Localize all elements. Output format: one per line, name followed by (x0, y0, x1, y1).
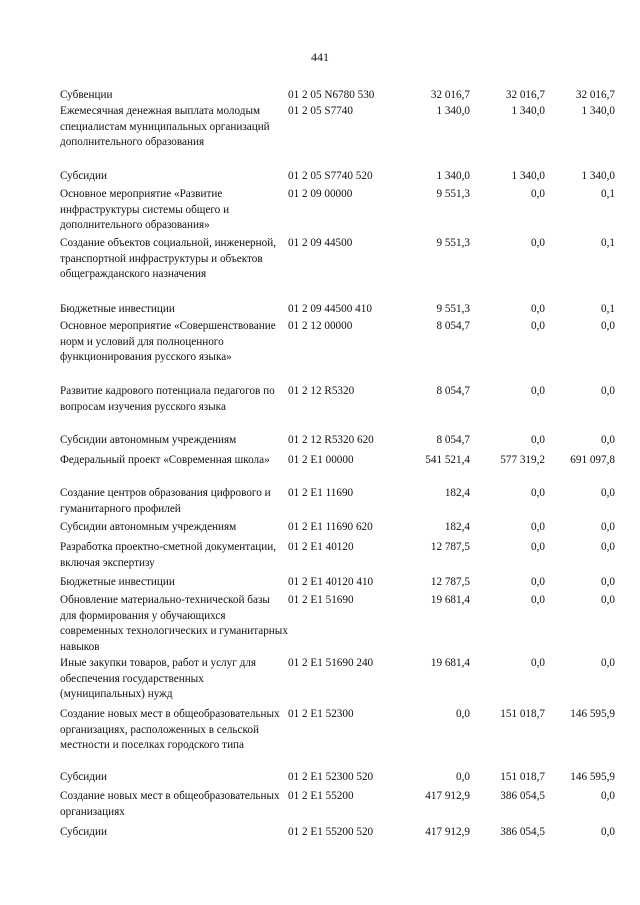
row-value-1: 8 054,7 (436, 385, 470, 397)
row-name: Иные закупки товаров, работ и услуг для обеспечения государственных (муниципальных) нужд (60, 657, 257, 701)
row-code: 01 2 E1 00000 (288, 454, 354, 466)
row-value-1: 417 912,9 (425, 826, 470, 838)
row-name: Создание новых мест в общеобразовательных организациях (60, 790, 280, 818)
row-value-1: 32 016,7 (430, 89, 470, 101)
row-value-2: 1 340,0 (511, 170, 545, 182)
row-value-1: 9 551,3 (436, 188, 470, 200)
row-code: 01 2 09 00000 (288, 188, 353, 200)
row-value-3: 0,0 (601, 657, 615, 669)
row-value-3: 691 097,8 (570, 454, 615, 466)
row-value-2: 0,0 (531, 385, 545, 397)
row-value-2: 0,0 (531, 657, 545, 669)
row-value-2: 151 018,7 (500, 708, 545, 720)
row-value-2: 0,0 (531, 576, 545, 588)
row-value-2: 0,0 (531, 521, 545, 533)
row-code: 01 2 E1 55200 520 (288, 826, 374, 838)
row-value-2: 1 340,0 (511, 105, 545, 117)
row-name: Федеральный проект «Современная школа» (60, 454, 270, 466)
row-value-2: 0,0 (531, 188, 545, 200)
row-name: Основное мероприятие «Совершенствование норм и условий для полноценного функционирования русского языка» (60, 320, 276, 364)
row-value-3: 0,0 (601, 320, 615, 332)
row-code: 01 2 09 44500 410 (288, 303, 372, 315)
page-number: 441 (311, 50, 329, 64)
row-code: 01 2 E1 11690 620 (288, 521, 373, 533)
row-name: Бюджетные инвестиции (60, 576, 175, 588)
row-code: 01 2 05 S7740 520 (288, 170, 373, 182)
row-value-1: 417 912,9 (425, 790, 470, 802)
row-code: 01 2 12 00000 (288, 320, 353, 332)
row-value-1: 8 054,7 (436, 434, 470, 446)
row-name: Основное мероприятие «Развитие инфраструктуры системы общего и дополнительного образования» (60, 188, 230, 232)
row-code: 01 2 E1 51690 240 (288, 657, 374, 669)
row-name: Субсидии автономным учреждениям (60, 434, 237, 446)
row-code: 01 2 05 S7740 (288, 105, 353, 117)
row-name: Создание объектов социальной, инженерной, транспортной инфраструктуры и объектов общегражданского назначения (60, 237, 277, 281)
row-code: 01 2 E1 40120 (288, 541, 354, 553)
row-code: 01 2 E1 40120 410 (288, 576, 374, 588)
row-code: 01 2 09 44500 (288, 237, 353, 249)
row-value-3: 32 016,7 (575, 89, 615, 101)
row-value-3: 0,1 (601, 303, 615, 315)
row-value-3: 1 340,0 (581, 170, 615, 182)
row-code: 01 2 E1 11690 (288, 487, 354, 499)
row-code: 01 2 E1 55200 (288, 790, 354, 802)
row-value-3: 146 595,9 (570, 771, 615, 783)
row-value-2: 386 054,5 (500, 826, 545, 838)
row-name: Разработка проектно-сметной документации, включая экспертизу (60, 541, 277, 569)
row-value-2: 577 319,2 (500, 454, 545, 466)
row-value-2: 0,0 (531, 303, 545, 315)
row-value-2: 386 054,5 (500, 790, 545, 802)
row-code: 01 2 E1 52300 520 (288, 771, 374, 783)
row-value-1: 541 521,4 (425, 454, 470, 466)
row-value-2: 0,0 (531, 594, 545, 606)
row-value-3: 146 595,9 (570, 708, 615, 720)
row-name: Субсидии (60, 170, 107, 182)
row-value-2: 0,0 (531, 541, 545, 553)
row-name: Ежемесячная денежная выплата молодым специалистам муниципальных организаций дополнительного образования (60, 105, 270, 149)
row-value-1: 0,0 (456, 771, 470, 783)
row-code: 01 2 12 R5320 620 (288, 434, 374, 446)
row-value-1: 182,4 (444, 521, 470, 533)
row-name: Обновление материально-технической базы для формирования у обучающихся современных технологических и гуманитарных навыков (60, 594, 288, 653)
row-value-1: 8 054,7 (436, 320, 470, 332)
row-code: 01 2 12 R5320 (288, 385, 355, 397)
row-value-1: 12 787,5 (430, 576, 470, 588)
row-code: 01 2 E1 52300 (288, 708, 354, 720)
row-code: 01 2 05 N6780 530 (288, 89, 375, 101)
row-value-1: 1 340,0 (436, 170, 470, 182)
row-value-2: 151 018,7 (500, 771, 545, 783)
row-value-3: 0,0 (601, 385, 615, 397)
row-value-1: 9 551,3 (436, 237, 470, 249)
row-name: Субсидии (60, 771, 107, 783)
row-value-3: 0,1 (601, 188, 615, 200)
row-value-1: 19 681,4 (430, 657, 470, 669)
row-value-3: 0,1 (601, 237, 615, 249)
row-value-2: 32 016,7 (505, 89, 545, 101)
row-name: Развитие кадрового потенциала педагогов по вопросам изучения русского языка (60, 385, 275, 413)
row-value-1: 0,0 (456, 708, 470, 720)
row-value-3: 0,0 (601, 594, 615, 606)
row-value-3: 0,0 (601, 521, 615, 533)
row-name: Субсидии автономным учреждениям (60, 521, 237, 533)
row-value-3: 0,0 (601, 541, 615, 553)
row-value-3: 0,0 (601, 434, 615, 446)
row-name: Субвенции (60, 89, 113, 101)
row-value-1: 1 340,0 (436, 105, 470, 117)
row-code: 01 2 E1 51690 (288, 594, 354, 606)
row-value-3: 0,0 (601, 790, 615, 802)
row-value-2: 0,0 (531, 487, 545, 499)
row-value-1: 182,4 (444, 487, 470, 499)
row-value-3: 1 340,0 (581, 105, 615, 117)
row-value-1: 9 551,3 (436, 303, 470, 315)
row-value-1: 19 681,4 (430, 594, 470, 606)
row-value-2: 0,0 (531, 434, 545, 446)
row-name: Создание новых мест в общеобразовательных организациях, расположенных в сельской местности и поселках городского типа (60, 708, 280, 752)
row-name: Создание центров образования цифрового и гуманитарного профилей (60, 487, 271, 515)
row-value-1: 12 787,5 (430, 541, 470, 553)
row-value-3: 0,0 (601, 826, 615, 838)
row-name: Бюджетные инвестиции (60, 303, 175, 315)
row-value-3: 0,0 (601, 576, 615, 588)
row-value-2: 0,0 (531, 237, 545, 249)
row-value-3: 0,0 (601, 487, 615, 499)
row-value-2: 0,0 (531, 320, 545, 332)
row-name: Субсидии (60, 826, 107, 838)
